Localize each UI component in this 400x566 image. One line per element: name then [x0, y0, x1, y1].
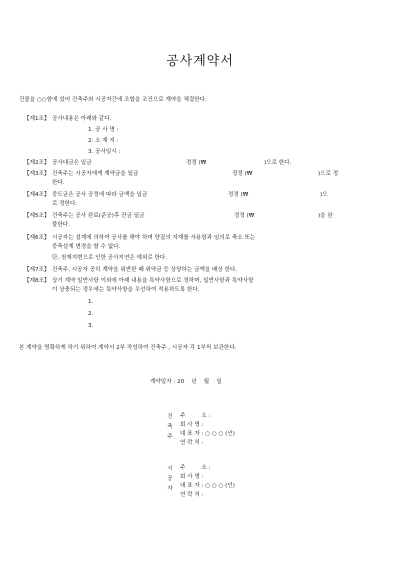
article-text: 건축주는 공사 완료(준공)후 잔금 일금	[52, 213, 145, 219]
article-continuation: 단, 천재지변으로 인한 공사지연은 예외로 한다.	[52, 255, 168, 261]
article-text: 공사내용은 아래와 같다.	[52, 116, 112, 122]
owner-label: 건축주	[167, 414, 173, 440]
contractor-company: 회 사 명 :	[180, 474, 204, 480]
article-continuation: 중축설계 변경을 할 수 없다.	[52, 244, 121, 250]
article-label: 【제1조】	[24, 116, 50, 122]
article-amount: 정정 (₩	[186, 160, 207, 166]
article-label: 【제3조】	[24, 171, 50, 177]
article-8	[24, 277, 254, 285]
contractor-label: 시공자	[167, 466, 173, 492]
article-amount: 정정 (₩	[232, 171, 253, 177]
article-label: 【제6조】	[24, 235, 50, 241]
article-tail: )으	[320, 192, 328, 198]
scope-item: 3. 공사일시 :	[88, 149, 121, 155]
article-continuation: 로 정한다.	[52, 201, 78, 207]
article-continuation: 이 상충되는 경우에는 특약사항을 우선하여 적용하도록 한다.	[52, 287, 200, 293]
article-text: 시공자는 설계에 의하여 공사를 해야 하며 양질의 자재를 사용함과 임의로 축소 또는	[52, 235, 256, 241]
special-item: 1.	[88, 299, 94, 305]
article-label: 【제4조】	[24, 192, 50, 198]
scope-item: 2. 소 재 지 :	[88, 138, 119, 144]
scope-item: 1. 공 사 명 :	[88, 127, 119, 133]
contractor-representative: 대 표 자 : ○ ○ ○ (인)	[180, 483, 235, 489]
special-item: 2.	[88, 311, 94, 317]
special-item: 3.	[88, 323, 94, 329]
article-text: 상기 계약 일반사항 이외에 아래 내용을 특약사항으로 정하며, 일반사항과 특약사항	[52, 278, 254, 284]
article-2	[24, 159, 92, 167]
article-tail: )으로 한다.	[264, 160, 292, 166]
article-6	[24, 234, 255, 242]
article-1	[24, 115, 111, 123]
article-text: 중도금은 공사 공정에 따라 금액을 일금	[52, 192, 148, 198]
article-5	[24, 212, 145, 220]
article-7	[24, 266, 237, 274]
article-label: 【제7조】	[24, 267, 50, 273]
article-text: 공사대금은 일금	[52, 160, 92, 166]
article-4	[24, 191, 147, 199]
contract-date: 계약일자 : 20 년 월 일	[150, 379, 222, 385]
article-amount: 정정 (₩	[228, 192, 249, 198]
article-label: 【제2조】	[24, 160, 50, 166]
article-label: 【제8조】	[24, 278, 50, 284]
article-3	[24, 170, 138, 178]
owner-contact: 연 락 처 :	[180, 440, 204, 446]
closing-text: 본 계약을 명확하게 하기 위하여 계약서 2부 작성하여 건축주 , 시공자 각 1부씩 보관한다.	[19, 345, 237, 351]
document-title: 공사계약서	[166, 54, 234, 69]
owner-company: 회 사 명 :	[180, 422, 204, 428]
article-text: 건축주, 시공자 공히 계약을 위반한 때 위약금 등 상당하는 금액을 배상 한다.	[52, 267, 238, 273]
article-tail: )을 완	[318, 213, 333, 219]
contractor-address: 주 소 :	[180, 465, 211, 471]
article-label: 【제5조】	[24, 213, 50, 219]
owner-address: 주 소 :	[180, 413, 211, 419]
intro-text: 건물을 ○○함에 있어 건축주와 시공자간에 조합을 조건으로 계약을 체결한다.	[19, 97, 207, 103]
article-continuation: 불한다.	[52, 222, 70, 228]
article-tail: )으로 정	[318, 171, 339, 177]
article-amount: 정정 (₩	[234, 213, 255, 219]
article-text: 건축주는 시공자에게 계약금을 일금	[52, 171, 139, 177]
owner-representative: 대 표 자 : ○ ○ ○ (인)	[180, 431, 235, 437]
contractor-contact: 연 락 처 :	[180, 492, 204, 498]
article-continuation: 한다.	[52, 180, 65, 186]
